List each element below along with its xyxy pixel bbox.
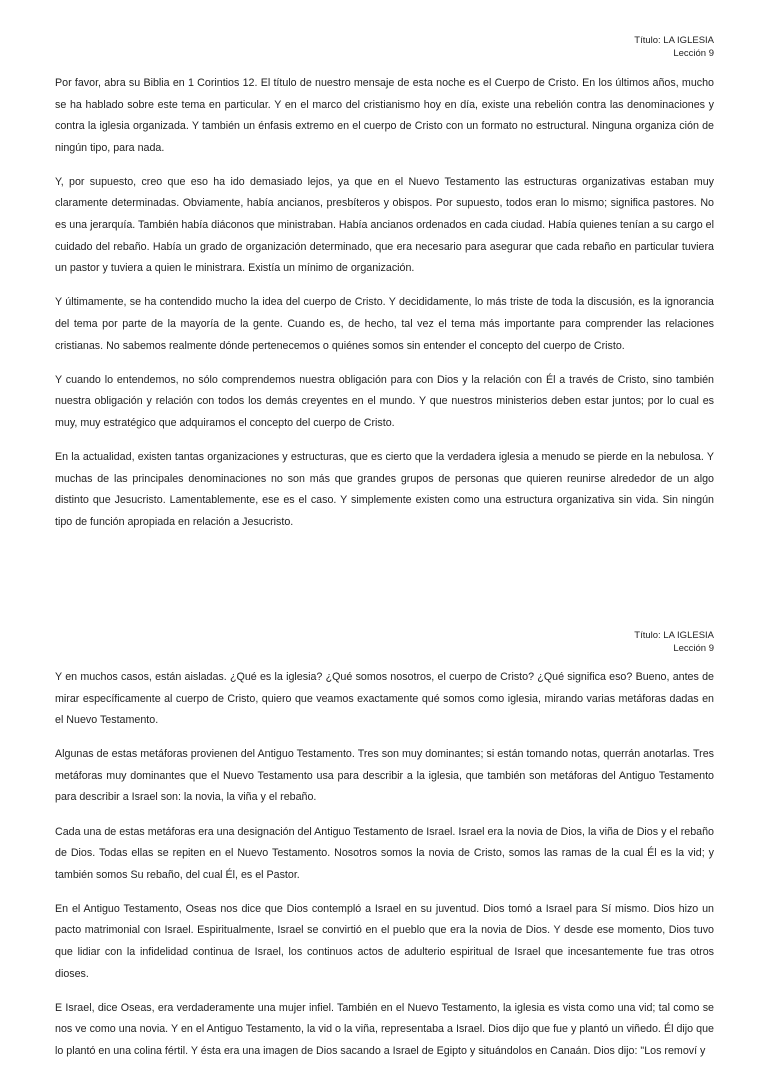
paragraph: Por favor, abra su Biblia en 1 Corintios 12. El título de nuestro mensaje de esta noche es el Cuerpo de Cristo. En los últimos años, mucho se ha hablado sobre este tema en particular. Y en el marco del cristianismo hoy en día, existe una rebelión contra las denominaciones y contra la iglesia organizada. Y también un énfasis extremo en el cuerpo de Cristo con un formato no estructural. Ninguna organiza ción de ningún tipo, para nada. <box>55 77 714 154</box>
paragraph: Y cuando lo entendemos, no sólo comprendemos nuestra obligación para con Dios y la relación con Él a través de Cristo, sino también nuestra obligación y relación con todos los demás creyentes en el mundo. Y que nuestros ministerios deben estar juntos; por lo cual es muy, muy estratégico que adquiramos el concepto del cuerpo de Cristo. <box>55 373 714 429</box>
paragraph: Y últimamente, se ha contendido mucho la idea del cuerpo de Cristo. Y decididamente, lo más triste de toda la discusión, es la ignorancia del tema por parte de la mayoría de la gente. Cuando es, de hecho, tal vez el tema más importante para comprender las relaciones cristianas. No sabemos realmente dónde pertenecemos o quiénes somos sin entender el concepto del cuerpo de Cristo. <box>55 296 714 352</box>
paragraph: Y, por supuesto, creo que eso ha ido demasiado lejos, ya que en el Nuevo Testamento las estructuras organizativas estaban muy claramente determinadas. Obviamente, había ancianos, presbíteros y obispos. Por supuesto, todos eran lo mismo; significa pastores. No es una jerarquía. También había diáconos que ministraban. Había ancianos ordenados en cada ciudad. Había quienes tenían a su cargo el cuidado del rebaño. Había un grado de organización determinado, que era necesario para asegurar que cada rebaño en particular tuviera un pastor y tuviera a quien le ministrara. Existía un mínimo de organización. <box>55 175 714 275</box>
paragraph: E Israel, dice Oseas, era verdaderamente una mujer infiel. También en el Nuevo Testamento, la iglesia es vista como una vid; tal como se nos ve como una novia. Y en el Antiguo Testamento, la vid o la viña, representaba a Israel. Dios dijo que fue y plantó un viñedo. Él dijo que lo plantó en una colina fértil. Y ésta era una imagen de Dios sacando a Israel de Egipto y situándolos en Canaán. Dios dijo: "Los removí y <box>55 1001 714 1057</box>
page-header <box>634 630 714 655</box>
header-lesson: Lección 9 <box>673 47 714 59</box>
document-page-2 <box>0 590 768 1057</box>
paragraph: En el Antiguo Testamento, Oseas nos dice que Dios contempló a Israel en su juventud. Dios tomó a Israel para Sí mismo. Dios hizo un pacto matrimonial con Israel. Espiritualmente, Israel se convirtió en el pueblo que era la novia de Dios. Y desde ese momento, Dios tuvo que lidiar con la infidelidad continua de Israel, los continuos actos de adulterio espiritual de Israel que incesantemente fue tras otros dioses. <box>55 902 714 980</box>
page-body <box>55 667 714 1075</box>
paragraph: Y en muchos casos, están aisladas. ¿Qué es la iglesia? ¿Qué somos nosotros, el cuerpo de Cristo? ¿Qué significa eso? Bueno, antes de mirar específicamente al cuerpo de Cristo, quiero que veamos exactamente qué somos como iglesia, mirando varias metáforas dadas en el Nuevo Testamento. <box>55 671 714 727</box>
header-title: Título: LA IGLESIA <box>634 630 714 641</box>
page-header <box>634 35 714 60</box>
header-title: Título: LA IGLESIA <box>634 35 714 46</box>
paragraph: En la actualidad, existen tantas organizaciones y estructuras, que es cierto que la verdadera iglesia a menudo se pierde en la nebulosa. Y muchas de las principales denominaciones no son más que grandes grupos de personas que quieren reunirse alrededor de un algo distinto que Jesucristo. Lamentablemente, ese es el caso. Y simplemente existen como una estructura organizativa sin vida. Sin ningún tipo de función apropiada en relación a Jesucristo. <box>55 450 714 528</box>
page-body <box>55 73 714 546</box>
paragraph: Algunas de estas metáforas provienen del Antiguo Testamento. Tres son muy dominantes; si están tomando notas, querrán anotarlas. Tres metáforas muy dominantes que el Nuevo Testamento usa para describir a la iglesia, que también son metáforas del Antiguo Testamento para describir a Israel son: la novia, la viña y el rebaño. <box>55 748 714 804</box>
header-lesson: Lección 9 <box>673 642 714 654</box>
paragraph: Cada una de estas metáforas era una designación del Antiguo Testamento de Israel. Israel era la novia de Dios, la viña de Dios y el rebaño de Dios. Todas ellas se repiten en el Nuevo Testamento. Nosotros somos la novia de Cristo, somos las ramas de la cual Él es la vid; y también somos Su rebaño, del cual Él, es el Pastor. <box>55 825 714 881</box>
